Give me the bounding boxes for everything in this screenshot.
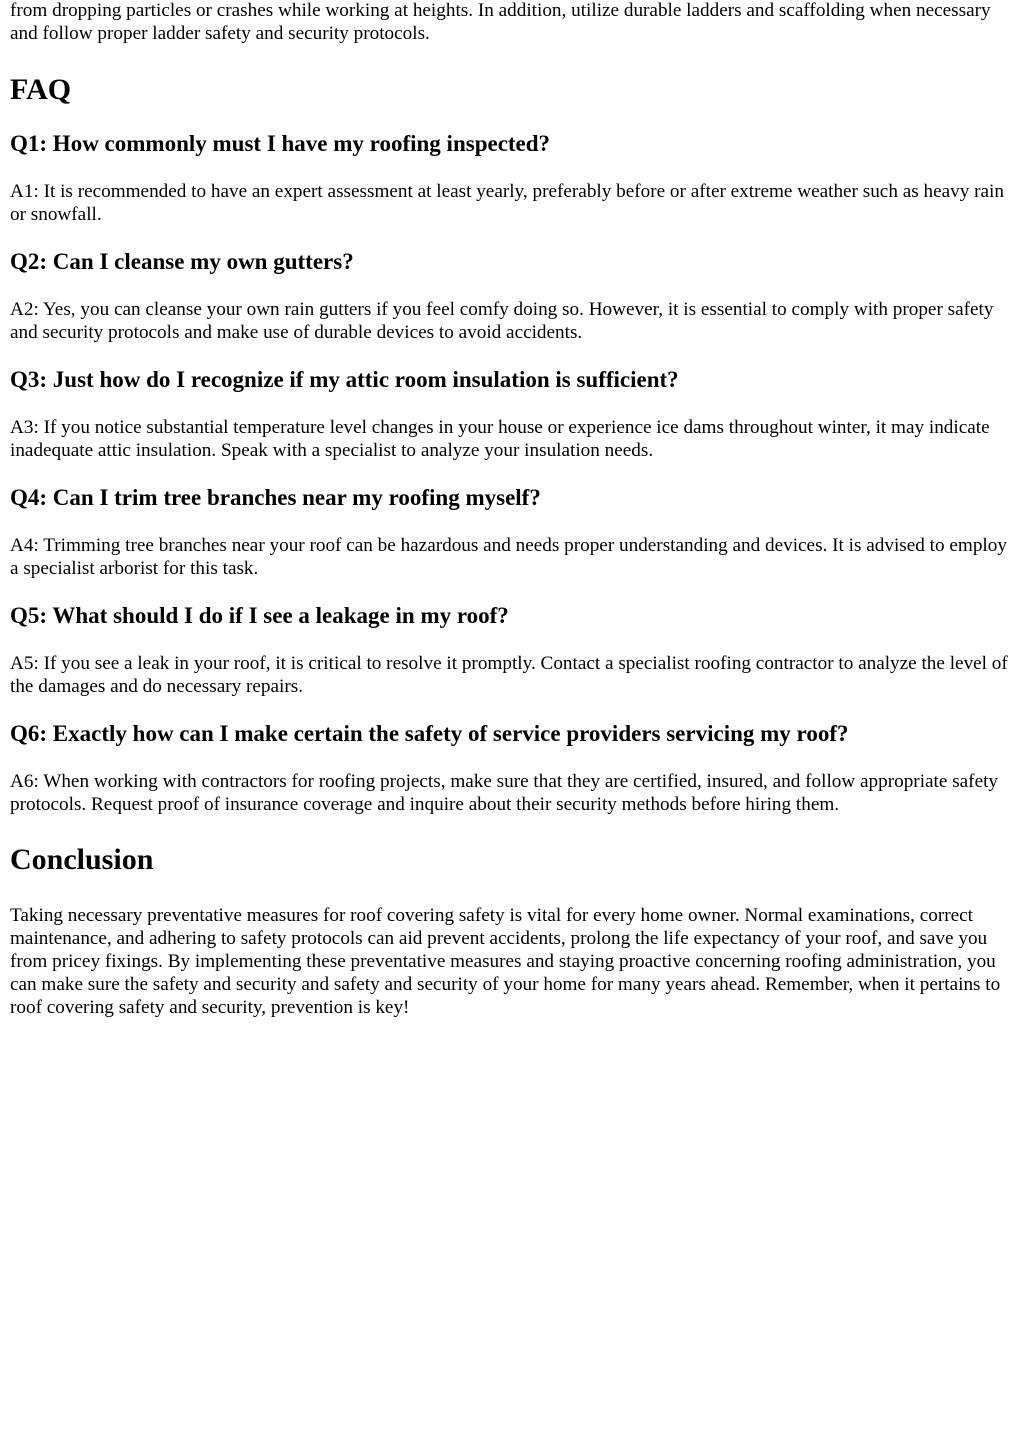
faq-question: Q2: Can I cleanse my own gutters? (10, 249, 354, 274)
faq-item-4 (10, 484, 1014, 580)
conclusion-paragraph: Taking necessary preventative measures for roof covering safety is vital for every home owner. Normal examinations, correct maintenance, and adhering to safety protocols can aid prevent accidents, prolong the life expectancy of your roof, and save you from pricey fixings. By implementing these preventative measures and staying proactive concerning roofing administration, you can make sure the safety and security and safety and security of your home for many years ahead. Remember, when it pertains to roof covering safety and security, prevention is key! (10, 905, 1001, 1018)
faq-answer: A2: Yes, you can cleanse your own rain gutters if you feel comfy doing so. However, it is essential to comply with proper safety and security protocols and make use of durable devices to avoid accidents. (10, 299, 994, 343)
faq-question: Q5: What should I do if I see a leakage in my roof? (10, 603, 509, 628)
faq-answer: A4: Trimming tree branches near your roof can be hazardous and needs proper understanding and devices. It is advised to employ a specialist arborist for this task. (10, 535, 1007, 579)
intro-paragraph: from dropping particles or crashes while working at heights. In addition, utilize durable ladders and scaffolding when necessary and follow proper ladder safety and security protocols. (10, 0, 991, 44)
faq-question: Q1: How commonly must I have my roofing inspected? (10, 131, 551, 156)
faq-item-3 (10, 366, 1014, 462)
conclusion-heading: Conclusion (10, 843, 154, 876)
faq-item-5 (10, 602, 1014, 698)
faq-answer: A3: If you notice substantial temperature level changes in your house or experience ice dams throughout winter, it may indicate inadequate attic insulation. Speak with a specialist to analyze your insulation needs. (10, 417, 990, 461)
faq-question: Q3: Just how do I recognize if my attic room insulation is sufficient? (10, 367, 679, 392)
faq-answer: A6: When working with contractors for roofing projects, make sure that they are certified, insured, and follow appropriate safety protocols. Request proof of insurance coverage and inquire about their security methods before hiring them. (10, 771, 999, 815)
faq-question: Q6: Exactly how can I make certain the safety of service providers servicing my roof? (10, 721, 849, 746)
faq-item-6 (10, 720, 1014, 816)
faq-item-2 (10, 248, 1014, 344)
faq-question: Q4: Can I trim tree branches near my roofing myself? (10, 485, 541, 510)
faq-answer: A1: It is recommended to have an expert assessment at least yearly, preferably before or after extreme weather such as heavy rain or snowfall. (10, 181, 1004, 225)
faq-heading: FAQ (10, 73, 72, 106)
faq-answer: A5: If you see a leak in your roof, it is critical to resolve it promptly. Contact a specialist roofing contractor to analyze the level of the damages and do necessary repairs. (10, 653, 1008, 697)
faq-item-1 (10, 130, 1014, 226)
